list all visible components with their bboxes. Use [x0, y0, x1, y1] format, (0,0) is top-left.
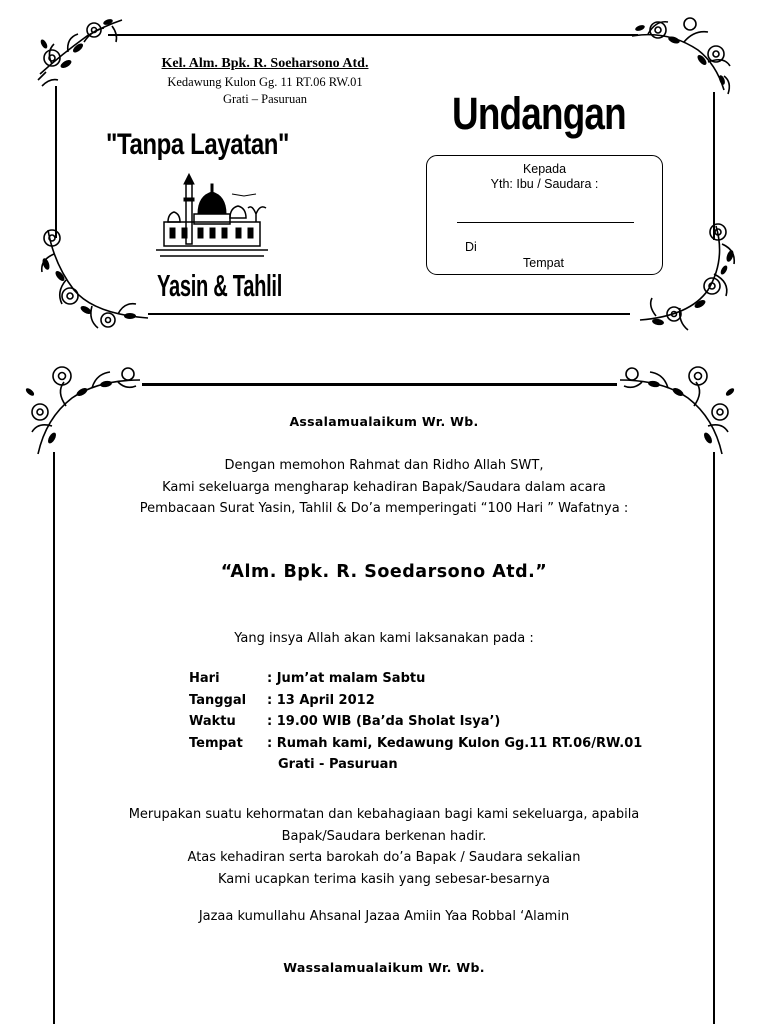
floral-corner-bottom-left-icon [34, 224, 154, 334]
deceased-name: “Alm. Bpk. R. Soedarsono Atd.” [220, 562, 548, 582]
letter-border-left [53, 452, 55, 1024]
floral-corner-letter-right-icon [616, 362, 738, 462]
intro-line: Kami sekeluarga mengharap kehadiran Bapak/Saudara dalam acara [162, 479, 606, 495]
floral-corner-top-right-icon [628, 10, 738, 100]
recipient-address-box [426, 155, 663, 275]
detail-value: : Rumah kami, Kedawung Kulon Gg.11 RT.06/RW.01 [267, 735, 643, 751]
detail-label: Hari [189, 671, 220, 686]
prayer-line: Jazaa kumullahu Ahsanal Jazaa Amiin Yaa Robbal ‘Alamin [198, 909, 570, 924]
card-border-right [713, 92, 715, 240]
card-title: Undangan [452, 88, 626, 139]
event-label: Yasin & Tahlil [157, 268, 282, 303]
detail-value: : Jum’at malam Sabtu [267, 671, 426, 686]
to-label: Kepada [522, 162, 567, 176]
mosque-icon [156, 170, 268, 262]
recipient-greeting: Yth: Ibu / Saudara : [490, 177, 599, 191]
card-border-top [108, 34, 638, 36]
sender-name: Kel. Alm. Bpk. R. Soeharsono Atd. [161, 56, 369, 71]
di-label: Di [465, 240, 477, 254]
sender-address-line1: Kedawung Kulon Gg. 11 RT.06 RW.01 [167, 75, 363, 89]
letter-border-right [713, 452, 715, 1024]
card-border-left [55, 86, 57, 238]
card-subtitle: "Tanpa Layatan" [106, 128, 290, 161]
floral-corner-letter-left-icon [22, 362, 144, 462]
closing-paragraph [0, 804, 768, 890]
detail-value: : 13 April 2012 [267, 692, 375, 708]
intro-line: Dengan memohon Rahmat dan Ridho Allah SWT, [224, 458, 544, 473]
detail-label: Waktu [189, 714, 236, 729]
detail-value: Grati - Pasuruan [278, 757, 398, 772]
closing-line: Atas kehadiran serta barokah do’a Bapak / Saudara sekalian [187, 850, 581, 865]
schedule-intro: Yang insya Allah akan kami laksanakan pada : [234, 631, 534, 646]
opening-greeting: Assalamualaikum Wr. Wb. [289, 414, 479, 429]
closing-line: Bapak/Saudara berkenan hadir. [281, 828, 487, 844]
closing-greeting: Wassalamualaikum Wr. Wb. [283, 960, 485, 975]
place-label: Tempat [523, 256, 564, 270]
card-border-bottom [148, 313, 630, 315]
detail-label: Tanggal [189, 692, 247, 708]
recipient-name-line [457, 222, 634, 223]
intro-paragraph [0, 455, 768, 520]
closing-line: Merupakan suatu kehormatan dan kebahagiaan bagi kami sekeluarga, apabila [128, 807, 640, 822]
detail-label: Tempat [189, 735, 243, 751]
closing-line: Kami ucapkan terima kasih yang sebesar-besarnya [217, 871, 550, 887]
letter-border-top [142, 383, 617, 386]
sender-address-line2: Grati – Pasuruan [222, 92, 307, 106]
intro-line: Pembacaan Surat Yasin, Tahlil & Do’a memperingati “100 Hari ” Wafatnya : [139, 501, 629, 516]
detail-value: : 19.00 WIB (Ba’da Sholat Isya’) [267, 714, 501, 729]
